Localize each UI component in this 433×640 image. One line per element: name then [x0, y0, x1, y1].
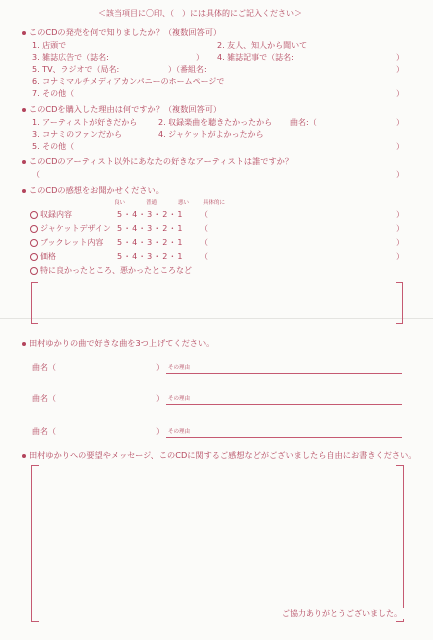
circle-icon — [30, 253, 38, 261]
bullet-icon — [22, 189, 26, 193]
q1-option[interactable]: 2. 友人、知人から聞いて — [217, 41, 308, 50]
q2-option[interactable]: 5. その他（ — [32, 142, 75, 151]
q2-title-text: このCDを購入した理由は何ですか？（複数回答可） — [29, 104, 222, 114]
q4-title — [22, 185, 164, 196]
rating-extra-text: 特に良かったところ、悪かったところなど — [40, 266, 192, 275]
song-name-label: 曲名（ — [32, 394, 56, 403]
q1-option[interactable]: 3. 雑誌広告で（誌名: — [32, 53, 109, 62]
q2-option[interactable]: 1. アーティストが好きだから — [32, 118, 138, 127]
rating-label-text: 価格 — [40, 252, 56, 261]
q3-close-paren: ） — [396, 170, 404, 179]
rating-close-paren: ） — [396, 210, 404, 219]
bracket-left — [31, 282, 38, 324]
q6-title-text: 田村ゆかりへの要望やメッセージ、このCDに関するご感想などがございましたら自由にお書きください。 — [29, 450, 417, 460]
q1-close-paren: ） — [396, 65, 404, 74]
rating-extra — [30, 265, 192, 276]
song-reason-line[interactable] — [166, 437, 402, 438]
rating-close-paren: ） — [396, 224, 404, 233]
song-reason-label: その理由 — [168, 365, 191, 371]
q1-close-paren: ） — [396, 53, 404, 62]
q5-title — [22, 338, 214, 349]
q1-title-text: このCDの発売を何で知りましたか？（複数回答可） — [29, 27, 222, 37]
q3-open-paren: （ — [32, 170, 40, 179]
q1-option[interactable]: 5. TV、ラジオで（局名: — [32, 65, 120, 74]
rating-scale[interactable]: 5・4・3・2・1 — [117, 238, 184, 247]
bracket-right — [396, 465, 404, 622]
song-close-paren: ） — [156, 363, 164, 372]
comment-box[interactable] — [31, 282, 403, 322]
q1-close-paren: ） — [396, 89, 404, 98]
rating-row-label[interactable] — [30, 251, 56, 262]
q2-song-label: 曲名:（ — [290, 118, 317, 127]
rating-row-label[interactable] — [30, 223, 111, 234]
rating-label-text: ブックレット内容 — [40, 238, 104, 247]
bracket-right — [396, 282, 403, 324]
rating-open-paren: （ — [200, 252, 208, 261]
message-box[interactable] — [31, 465, 404, 620]
song-close-paren: ） — [156, 394, 164, 403]
q5-title-text: 田村ゆかりの曲で好きな曲を3つ上げてください。 — [29, 338, 215, 348]
rating-close-paren: ） — [396, 238, 404, 247]
song-name-label: 曲名（ — [32, 427, 56, 436]
rating-scale[interactable]: 5・4・3・2・1 — [117, 252, 184, 261]
rating-label-text: 収録内容 — [40, 210, 72, 219]
scale-header-bad: 悪い — [178, 200, 190, 206]
bullet-icon — [22, 342, 26, 346]
song-name-label: 曲名（ — [32, 363, 56, 372]
rating-row-label[interactable] — [30, 237, 103, 248]
song-reason-line[interactable] — [166, 404, 402, 405]
q1-close-paren: ） — [196, 53, 204, 62]
circle-icon — [30, 239, 38, 247]
circle-icon — [30, 267, 38, 275]
q1-option[interactable]: 7. その他（ — [32, 89, 75, 98]
rating-scale[interactable]: 5・4・3・2・1 — [117, 224, 184, 233]
scale-header-detail: 具体的に — [203, 200, 226, 206]
q3-title — [22, 156, 293, 167]
circle-icon — [30, 225, 38, 233]
bullet-icon — [22, 454, 26, 458]
scale-header-normal: 普通 — [146, 200, 158, 206]
rating-row-label[interactable] — [30, 209, 72, 220]
q2-close-paren: ） — [396, 142, 404, 151]
q2-option[interactable]: 4. ジャケットがよかったから — [158, 130, 264, 139]
bullet-icon — [22, 31, 26, 35]
song-reason-label: その理由 — [168, 429, 191, 435]
song-reason-line[interactable] — [166, 373, 402, 374]
scale-header-good: 良い — [114, 200, 126, 206]
q1-option[interactable]: 6. コナミマルチメディアカンパニーのホームページで — [32, 77, 225, 86]
q1-option-program: ）（番組名: — [168, 65, 207, 74]
bracket-left — [31, 465, 39, 622]
thank-you-note: ご協力ありがとうございました。 — [282, 609, 402, 618]
q1-option[interactable]: 4. 雑誌記事で（誌名: — [217, 53, 294, 62]
rating-open-paren: （ — [200, 224, 208, 233]
q6-title — [22, 450, 417, 461]
q1-option[interactable]: 1. 店頭で — [32, 41, 67, 50]
bullet-icon — [22, 108, 26, 112]
q2-title — [22, 104, 221, 115]
instruction-header: ＜該当項目に〇印、（ ）には具体的にご記入ください＞ — [98, 9, 302, 18]
song-close-paren: ） — [156, 427, 164, 436]
rating-label-text: ジャケットデザイン — [40, 224, 111, 233]
q2-option[interactable]: 2. 収録楽曲を聴きたかったから — [158, 118, 273, 127]
rating-scale[interactable]: 5・4・3・2・1 — [117, 210, 184, 219]
q3-title-text: このCDのアーティスト以外にあなたの好きなアーティストは誰ですか？ — [29, 156, 294, 166]
song-reason-label: その理由 — [168, 396, 191, 402]
rating-open-paren: （ — [200, 238, 208, 247]
circle-icon — [30, 211, 38, 219]
q2-option[interactable]: 3. コナミのファンだから — [32, 130, 123, 139]
bullet-icon — [22, 160, 26, 164]
q1-title — [22, 27, 221, 38]
rating-open-paren: （ — [200, 210, 208, 219]
q2-close-paren: ） — [396, 118, 404, 127]
rating-close-paren: ） — [396, 252, 404, 261]
q4-title-text: このCDの感想をお聞かせください。 — [29, 185, 164, 195]
